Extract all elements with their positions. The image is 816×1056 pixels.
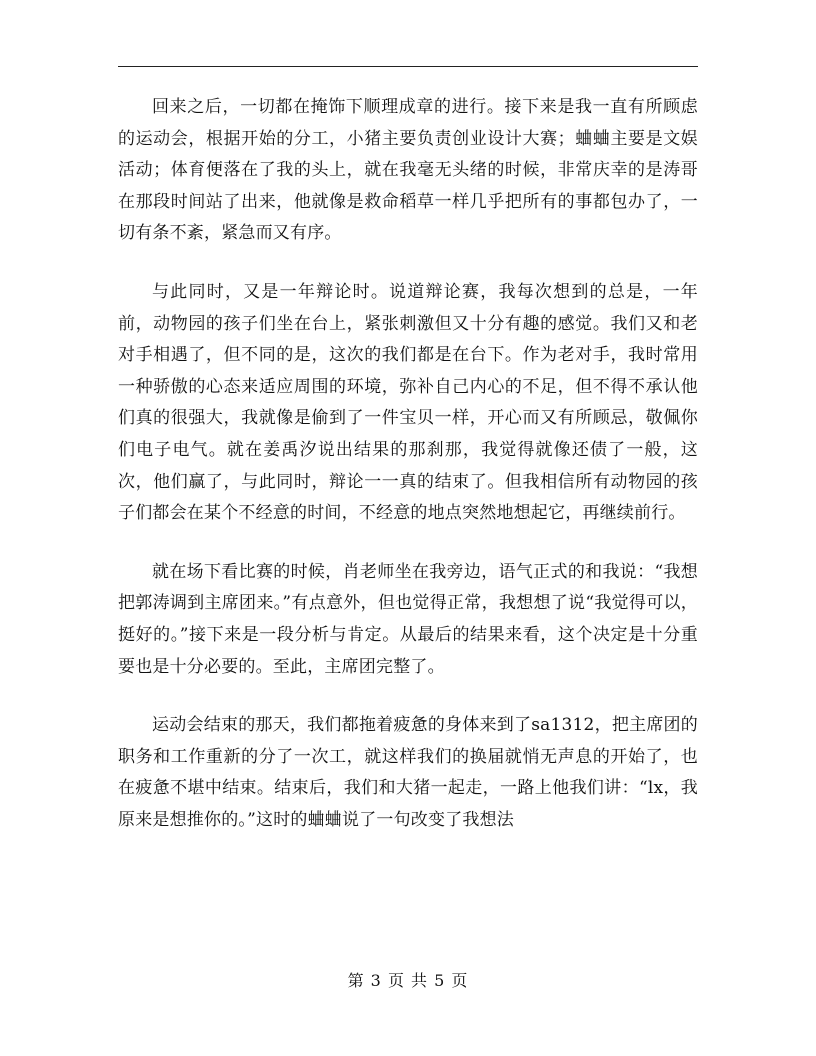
header-rule bbox=[118, 66, 698, 67]
paragraph: 运动会结束的那天，我们都拖着疲惫的身体来到了sa1312，把主席团的职务和工作重新的分了一次工，就这样我们的换届就悄无声息的开始了，也在疲惫不堪中结束。结束后，我们和大猪一起走，一路上他我们讲：“lx，我原来是想推你的。”这时的蛐蛐说了一句改变了我想法 bbox=[118, 715, 698, 830]
page-number-footer: 第 3 页 共 5 页 bbox=[347, 971, 469, 990]
paragraph: 回来之后，一切都在掩饰下顺理成章的进行。接下来是我一直有所顾虑的运动会，根据开始的分工，小猪主要负责创业设计大赛；蛐蛐主要是文娱活动；体育便落在了我的头上，就在我毫无头绪的时候，非常庆幸的是涛哥在那段时间站了出来，他就像是救命稻草一样几乎把所有的事都包办了，一切有条不紊，紧急而又有序。 bbox=[118, 97, 698, 244]
paragraph: 就在场下看比赛的时候，肖老师坐在我旁边，语气正式的和我说：“我想把郭涛调到主席团来。”有点意外，但也觉得正常，我想想了说“我觉得可以，挺好的。”接下来是一段分析与肯定。从最后的结果来看，这个决定是十分重要也是十分必要的。至此，主席团完整了。 bbox=[118, 561, 698, 677]
paragraph: 与此同时，又是一年辩论时。说道辩论赛，我每次想到的总是，一年前，动物园的孩子们坐在台上，紧张刺激但又十分有趣的感觉。我们又和老对手相遇了，但不同的是，这次的我们都是在台下。作为老对手，我时常用一种骄傲的心态来适应周围的环境，弥补自己内心的不足，但不得不承认他们真的很强大，我就像是偷到了一件宝贝一样，开心而又有所顾忌，敬佩你们电子电气。就在姜禹汐说出结果的那刹那，我觉得就像还债了一般，这次，他们赢了，与此同时，辩论一一真的结束了。但我相信所有动物园的孩子们都会在某个不经意的时间，不经意的地点突然地想起它，再继续前行。 bbox=[118, 281, 698, 524]
document-body bbox=[118, 92, 698, 863]
